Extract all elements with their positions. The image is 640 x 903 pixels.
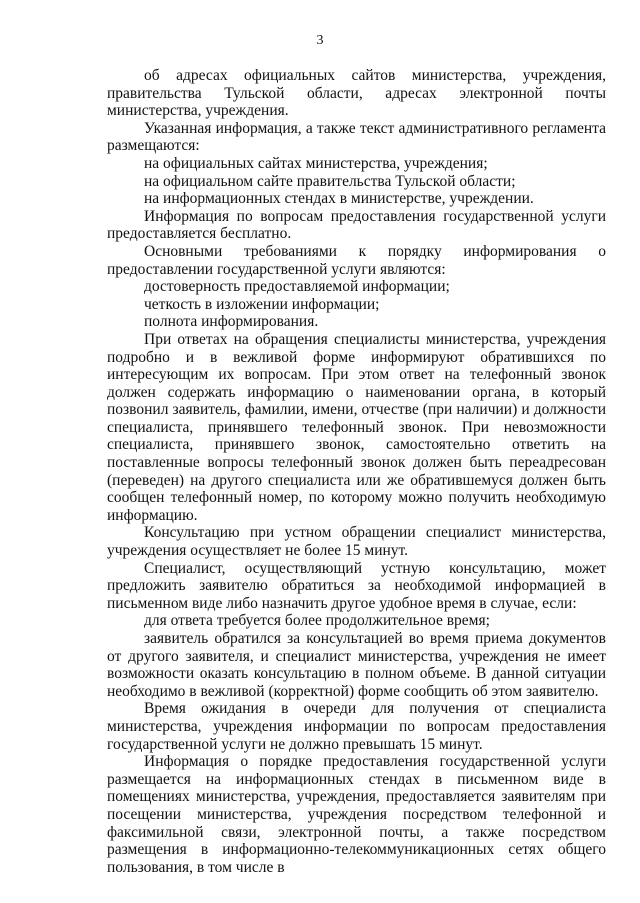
paragraph: на информационных стендах в министерстве, учреждении. [144, 190, 534, 208]
document-body [107, 67, 606, 876]
paragraph: полнота информирования. [144, 313, 319, 331]
page-number: 3 [316, 33, 324, 48]
paragraph: Информация о порядке предоставления государственной услуги размещается на информационных стендах в письменном виде в помещениях министерства, учреждения, предоставляется заявителям при посещении министерства, учреждения посредством телефонной и факсимильной связи, электронной почты, а также посредством размещения в информационно-телекоммуникационных сетях общего пользования, в том числе в [107, 753, 606, 876]
paragraph: Специалист, осуществляющий устную консультацию, может предложить заявителю обратиться за необходимой информацией в письменном виде либо назначить другое удобное время в случае, если: [107, 559, 606, 612]
paragraph: Основными требованиями к порядку информирования о предоставлении государственной услуги являются: [107, 242, 606, 278]
paragraph: на официальном сайте правительства Тульской области; [144, 172, 516, 190]
paragraph: заявитель обратился за консультацией во время приема документов от другого заявителя, и специалист министерства, учреждения не имеет возможности оказать консультацию в полном объеме. В данной ситуации необходимо в вежливой (корректной) форме сообщить об этом заявителю. [107, 630, 606, 700]
paragraph: Указанная информация, а также текст административного регламента размещаются: [107, 119, 606, 155]
paragraph: Консультацию при устном обращении специалист министерства, учреждения осуществляет не более 15 минут. [107, 524, 606, 560]
paragraph: для ответа требуется более продолжительное время; [144, 612, 490, 630]
paragraph: При ответах на обращения специалисты министерства, учреждения подробно и в вежливой форме информируют обратившихся по интересующим их вопросам. При этом ответ на телефонный звонок должен содержать информацию о наименовании органа, в который позвонил заявитель, фамилии, имени, отчестве (при наличии) и должности специалиста, принявшего телефонный звонок. При невозможности специалиста, принявшего звонок, самостоятельно ответить на поставленные вопросы телефонный звонок должен быть переадресован (переведен) на другого специалиста или же обратившемуся должен быть сообщен телефонный номер, по которому можно получить необходимую информацию. [107, 330, 606, 524]
paragraph: Время ожидания в очереди для получения от специалиста министерства, учреждения информации по вопросам предоставления государственной услуги не должно превышать 15 минут. [107, 700, 606, 753]
paragraph: об адресах официальных сайтов министерства, учреждения, правительства Тульской области, адресах электронной почты министерства, учреждения. [107, 67, 606, 120]
paragraph: на официальных сайтах министерства, учреждения; [144, 154, 488, 172]
paragraph: достоверность предоставляемой информации; [144, 278, 450, 296]
paragraph: четкость в изложении информации; [144, 295, 380, 313]
paragraph: Информация по вопросам предоставления государственной услуги предоставляется бесплатно. [107, 207, 606, 243]
